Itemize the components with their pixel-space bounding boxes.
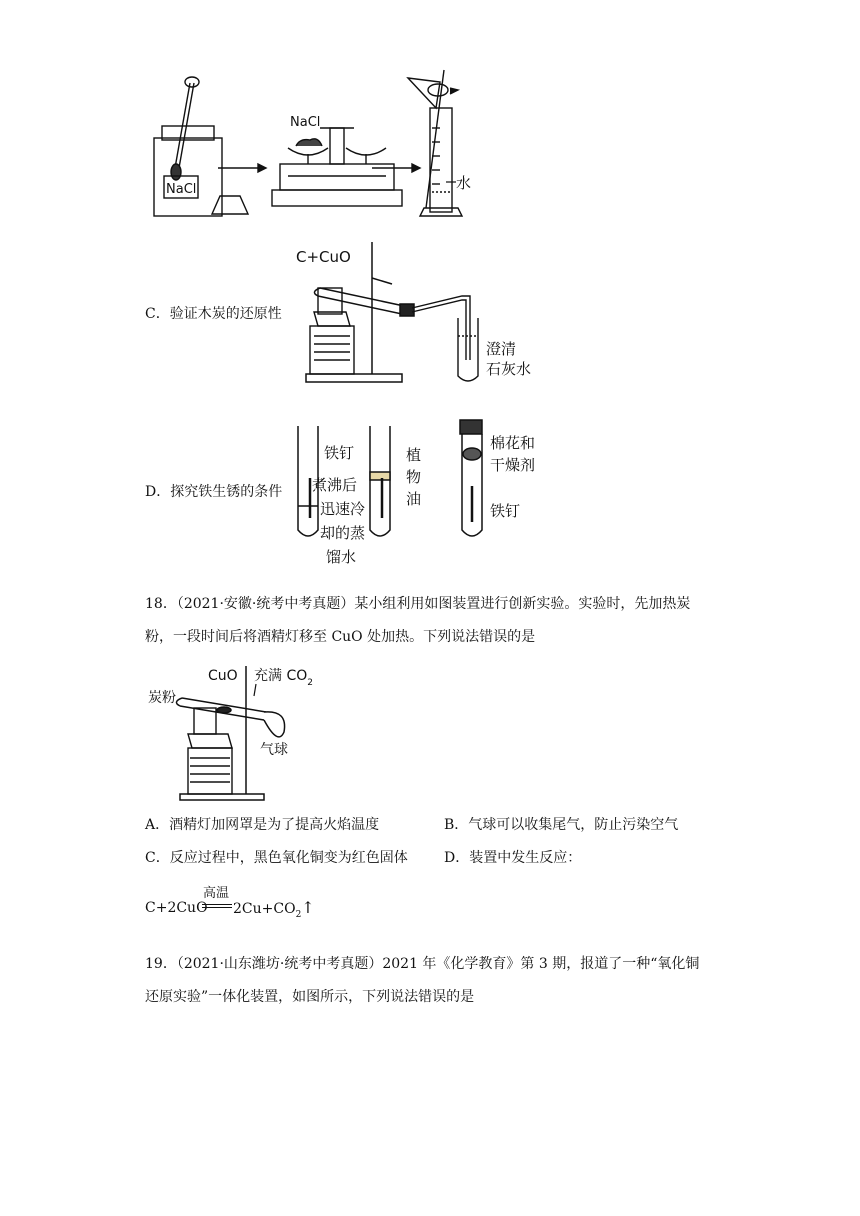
- scale-label-nacl: NaCl: [290, 115, 321, 130]
- q18-tube: [176, 684, 284, 737]
- limewater-label-2: 石灰水: [486, 360, 532, 378]
- eq-left: C+2CuO: [145, 900, 208, 916]
- arrow-2: [372, 164, 420, 172]
- option-d-text: D．探究铁生锈的条件: [145, 484, 283, 500]
- boiled-water-label-2: 迅速冷: [320, 500, 366, 518]
- cuo-label: CuO: [208, 668, 238, 684]
- q18-equation: [145, 884, 345, 924]
- option-c-text: C．验证木炭的还原性: [145, 306, 282, 322]
- cotton-label-1: 棉花和: [490, 434, 536, 452]
- balloon-label: 气球: [260, 742, 288, 758]
- alcohol-lamp: [310, 288, 354, 374]
- cotton-label-2: 干燥剂: [490, 456, 536, 474]
- q18-option-b: B．气球可以收集尾气，防止污染空气: [444, 817, 679, 833]
- arrow-1: [218, 164, 266, 172]
- boiled-water-label-3: 却的蒸: [320, 524, 366, 542]
- q19-stem: [145, 948, 735, 1014]
- q18-option-a: A．酒精灯加网罩是为了提高火焰温度: [145, 817, 380, 833]
- q18-lamp: [188, 708, 232, 794]
- tube-2: [370, 426, 390, 536]
- balance-scale: [272, 128, 402, 206]
- figure-d-rust-conditions: [290, 418, 550, 574]
- eq-double-line: [202, 904, 232, 908]
- reagent-label: C+CuO: [296, 248, 351, 266]
- q18-stem-line1: 18．（2021·安徽·统考中考真题）某小组利用如图装置进行创新实验。实验时，先加热炭: [145, 596, 691, 612]
- delivery-tube: [412, 296, 470, 360]
- graduated-cylinder: [408, 70, 462, 216]
- limewater-label-1: 澄清: [486, 340, 517, 358]
- limewater-tube: [458, 318, 478, 381]
- q18-stem-line2: 粉，一段时间后将酒精灯移至 CuO 处加热。下列说法错误的是: [145, 629, 536, 645]
- water-label: 水: [456, 174, 472, 192]
- jar-lid: [212, 196, 248, 214]
- q19-stem-line2: 还原实验”一体化装置，如图所示，下列说法错误的是: [145, 989, 475, 1005]
- nail-label-2: 铁钉: [490, 502, 521, 520]
- q18-option-c: C．反应过程中，黑色氧化铜变为红色固体: [145, 850, 408, 866]
- boiled-water-label-4: 馏水: [326, 548, 357, 566]
- figure-b-solution-prep: [140, 68, 500, 228]
- eq-right: $2Cu+CO_2↑$: [233, 898, 315, 920]
- tube-3: [460, 420, 482, 536]
- figure-c-carbon-reduction: [296, 240, 556, 388]
- carbon-powder-label: 炭粉: [148, 690, 176, 706]
- q18-stem: [145, 588, 735, 654]
- figure-q18-apparatus: [148, 662, 328, 804]
- q18-option-d: D．装置中发生反应：: [444, 850, 582, 866]
- co2-label: 充满 $CO_2$: [254, 668, 313, 688]
- eq-condition: 高温: [203, 886, 230, 901]
- q18-stand: [180, 666, 264, 800]
- q19-stem-line1: 19．（2021·山东潍坊·统考中考真题）2021 年《化学教育》第 3 期，报道了一种“氧化铜: [145, 956, 700, 972]
- nail-label-1: 铁钉: [324, 444, 355, 462]
- oil-label-3: 油: [406, 490, 422, 508]
- boiled-water-label-1: 煮沸后: [312, 476, 358, 494]
- jar-label-nacl: NaCl: [166, 182, 197, 197]
- oil-label-2: 物: [406, 468, 422, 486]
- oil-label-1: 植: [406, 446, 422, 464]
